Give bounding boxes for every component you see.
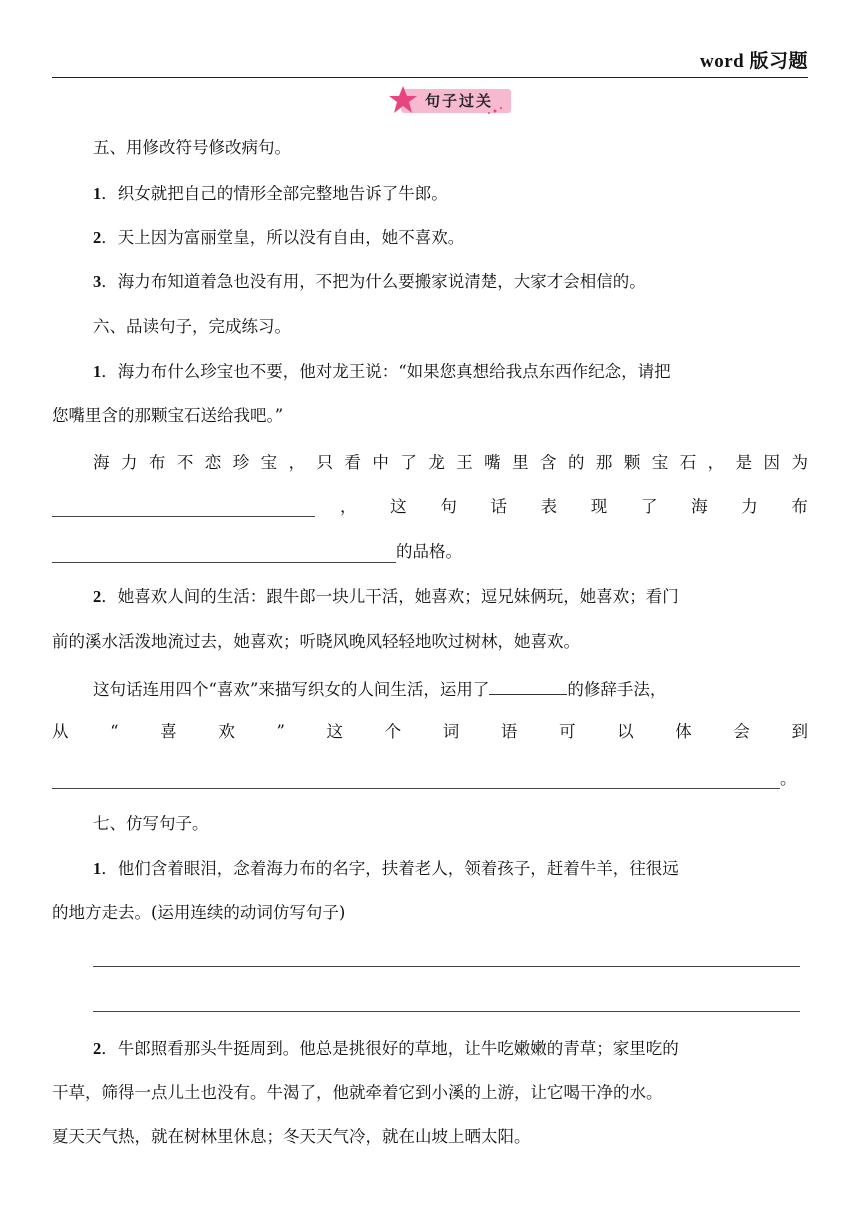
section6-q2-prompt2 <box>52 720 808 744</box>
prompt-char: 颗 <box>623 453 641 472</box>
prompt-char: 龙 <box>428 453 445 472</box>
section6-q1-line2: 您嘴里含的那颗宝石送给我吧。” <box>52 406 284 425</box>
prompt-char: 到 <box>791 722 808 741</box>
question-number: 2 <box>93 1039 102 1058</box>
item-number: 1 <box>93 184 102 203</box>
answer-blank[interactable] <box>489 676 567 695</box>
badge-label: 句子过关 <box>425 92 494 110</box>
section7-q1-line2: 的地方走去。(运用连续的动词仿写句子) <box>52 903 346 922</box>
question-text: ．牛郎照看那头牛挺周到。他总是挑很好的草地，让牛吃嫩嫩的青草；家里吃的 <box>101 1039 679 1058</box>
item-number: 2 <box>93 228 102 247</box>
prompt-char: 个 <box>384 722 402 741</box>
prompt-char: 为 <box>791 453 808 472</box>
prompt-char: 里 <box>512 453 529 472</box>
section7-q2-line3: 夏天天气热，就在树林里休息；冬天天气冷，就在山坡上晒太阳。 <box>52 1127 531 1146</box>
prompt-char: 布 <box>791 497 808 516</box>
section-badge <box>389 85 511 117</box>
question-number: 1 <box>93 362 102 381</box>
answer-line[interactable] <box>93 966 800 967</box>
section7-q2-line2: 干草，筛得一点儿土也没有。牛渴了，他就牵着它到小溪的上游，让它喝干净的水。 <box>52 1083 663 1102</box>
section6-q2-prompt <box>93 676 808 702</box>
section7-heading: 七、仿写句子。 <box>93 814 209 833</box>
prompt-char: 是 <box>735 453 753 472</box>
question-text: ．她喜欢人间的生活：跟牛郎一块儿干活，她喜欢；逗兄妹俩玩，她喜欢；看门 <box>101 587 679 606</box>
prompt-char: 含 <box>540 453 557 472</box>
prompt-char: ， <box>288 453 306 472</box>
section6-q2-line2: 前的溪水活泼地流过去，她喜欢；听晓风晚风轻轻地吹过树林，她喜欢。 <box>52 632 580 651</box>
section7-q2-line1 <box>93 1037 808 1061</box>
section6-q2-line1 <box>93 585 808 609</box>
prompt-char: 因 <box>763 453 780 472</box>
section5-item-3 <box>93 270 808 294</box>
prompt-char: 这 <box>390 497 407 516</box>
item-text: ．织女就把自己的情形全部完整地告诉了牛郎。 <box>101 184 448 203</box>
section5-item-1 <box>93 182 808 206</box>
question-number: 2 <box>93 587 102 606</box>
section6-q2-tail: 。 <box>780 769 797 788</box>
prompt-char: 宝 <box>260 453 278 472</box>
prompt-char: 了 <box>400 453 417 472</box>
prompt-char: 会 <box>733 722 750 741</box>
prompt-char: ， <box>707 453 725 472</box>
prompt-char: 句 <box>440 497 457 516</box>
prompt-char: 恋 <box>204 453 222 472</box>
prompt-char: 喜 <box>160 722 177 741</box>
prompt-char: 珍 <box>232 453 250 472</box>
prompt-char: 力 <box>741 497 758 516</box>
prompt-char: 表 <box>540 497 558 516</box>
header-title: word 版习题 <box>700 51 808 72</box>
prompt-char: “ <box>110 722 119 741</box>
prompt-char: 体 <box>675 722 692 741</box>
section5-item-2 <box>93 226 808 250</box>
prompt-text: 的修辞手法， <box>567 680 667 699</box>
question-number: 1 <box>93 859 102 878</box>
prompt-char: 那 <box>595 453 613 472</box>
section6-q1-tail: 的品格。 <box>396 542 462 561</box>
section6-q1-prompt2 <box>340 495 808 519</box>
prompt-char: 海 <box>93 453 110 472</box>
item-text: ．天上因为富丽堂皇，所以没有自由，她不喜欢。 <box>101 228 465 247</box>
answer-line[interactable] <box>93 1011 800 1012</box>
prompt-char: ” <box>276 722 285 741</box>
prompt-char: 这 <box>326 722 343 741</box>
prompt-char: 词 <box>442 722 460 741</box>
prompt-char: 王 <box>456 453 473 472</box>
prompt-char: 不 <box>176 453 194 472</box>
prompt-char: 中 <box>372 453 389 472</box>
question-text: ．他们含着眼泪，念着海力布的名字，扶着老人，领着孩子，赶着牛羊，往很远 <box>101 859 679 878</box>
prompt-char: 以 <box>617 722 634 741</box>
header-divider <box>52 77 808 78</box>
prompt-char: 宝 <box>651 453 669 472</box>
section7-q1-line1 <box>93 857 808 881</box>
prompt-char: 可 <box>559 722 576 741</box>
item-number: 3 <box>93 272 102 291</box>
prompt-char: 语 <box>500 722 518 741</box>
section6-q1-line1 <box>93 360 808 384</box>
prompt-text: 这句话连用四个“喜欢”来描写织女的人间生活，运用了 <box>93 680 490 699</box>
section6-q1-prompt <box>93 451 808 475</box>
prompt-char: ， <box>340 497 357 516</box>
prompt-char: 现 <box>590 497 608 516</box>
prompt-char: 海 <box>691 497 708 516</box>
prompt-char: 力 <box>120 453 138 472</box>
section5-heading: 五、用修改符号修改病句。 <box>93 138 291 157</box>
prompt-char: 了 <box>640 497 658 516</box>
answer-blank[interactable] <box>52 788 780 789</box>
prompt-char: 看 <box>344 453 361 472</box>
item-text: ．海力布知道着急也没有用，不把为什么要搬家说清楚，大家才会相信的。 <box>101 272 646 291</box>
prompt-char: 嘴 <box>484 453 501 472</box>
prompt-char: 话 <box>490 497 507 516</box>
answer-blank[interactable] <box>52 562 396 563</box>
prompt-char: 布 <box>148 453 166 472</box>
section6-heading: 六、品读句子，完成练习。 <box>93 317 291 336</box>
prompt-char: 只 <box>316 453 333 472</box>
answer-blank[interactable] <box>52 516 315 517</box>
prompt-char: 欢 <box>218 722 235 741</box>
question-text: ．海力布什么珍宝也不要，他对龙王说：“如果您真想给我点东西作纪念，请把 <box>101 362 671 381</box>
prompt-char: 石 <box>679 453 697 472</box>
prompt-char: 的 <box>567 453 585 472</box>
prompt-char: 从 <box>52 722 69 741</box>
